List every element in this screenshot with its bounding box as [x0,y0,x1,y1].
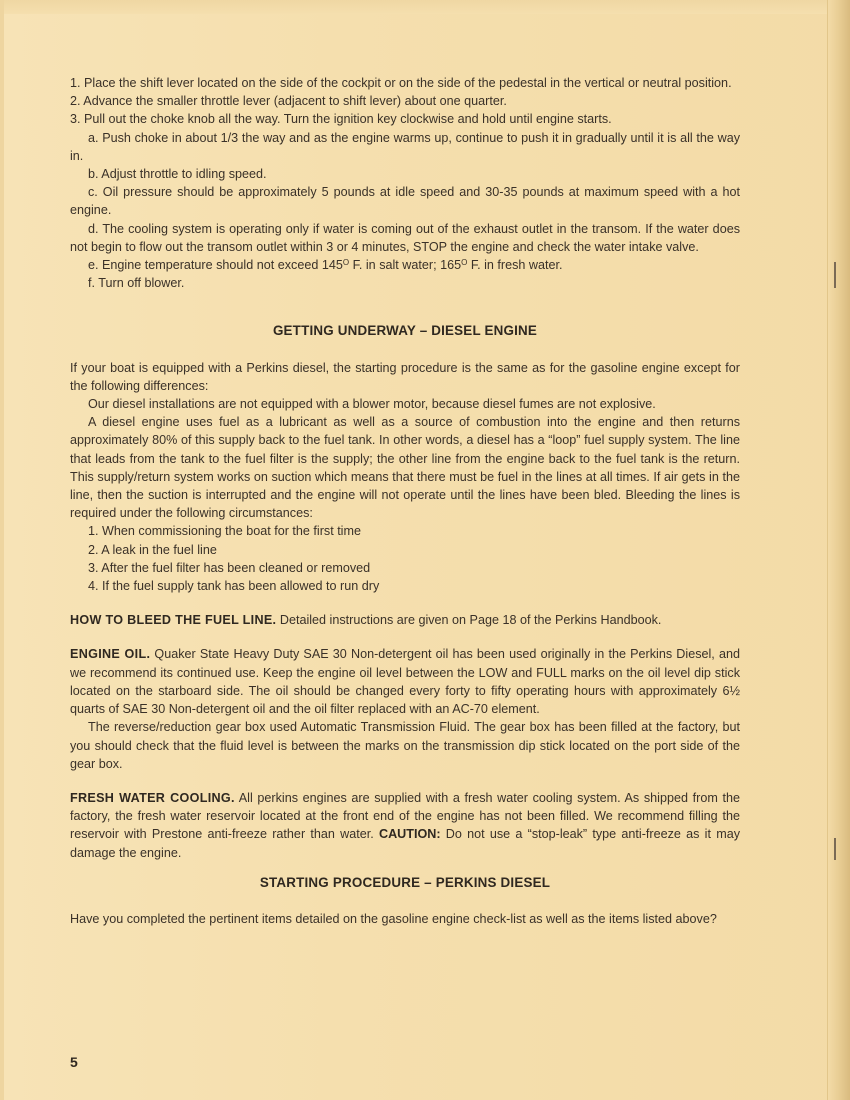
page-right-edge [827,0,850,1100]
list-item: 3. Pull out the choke knob all the way. Turn the ignition key clockwise and hold until engine starts. [70,112,612,127]
paragraph: Have you completed the pertinent items detailed on the gasoline engine check-list as well as the items listed above? [70,911,717,926]
paragraph-engine-oil: ENGINE OIL. Quaker State Heavy Duty SAE 30 Non-detergent oil has been used originally in the Perkins Diesel, and we recommend its continued use. Keep the engine oil level between the LOW and FULL marks on the oil level dip stick located on the starboard side. The oil should be changed every forty to fifty operating hours with approximately 6½ quarts of SAE 30 Non-detergent oil and the oil filter replaced with an AC-70 element. [70,647,740,717]
sub-item: a. Push choke in about 1/3 the way and as the engine warms up, continue to push it in gradually until it is all the way in. [70,130,740,163]
paragraph-bleed: HOW TO BLEED THE FUEL LINE. Detailed instructions are given on Page 18 of the Perkins Handbook. [70,613,662,628]
sub-item-temperature: e. Engine temperature should not exceed $145^O$ F. in salt water; $165^O$ F. in fresh water. [88,258,563,273]
list-item: 3. After the fuel filter has been cleaned or removed [88,560,371,575]
sub-item: d. The cooling system is operating only if water is coming out of the exhaust outlet in the transom. If the water does not begin to flow out the transom outlet within 3 or 4 minutes, STOP the engine and check the water intake valve. [70,221,740,254]
page-left-edge [0,0,4,1100]
document-page [70,74,740,928]
edge-mark [834,262,836,288]
paragraph: Our diesel installations are not equipped with a blower motor, because diesel fumes are not explosive. [88,397,656,412]
list-item: 1. Place the shift lever located on the side of the cockpit or on the side of the pedestal in the vertical or neutral position. [70,76,732,90]
list-item: 2. Advance the smaller throttle lever (adjacent to shift lever) about one quarter. [70,94,507,109]
edge-mark [834,838,836,860]
paragraph-cooling: FRESH WATER COOLING. All perkins engines are supplied with a fresh water cooling system. As shipped from the factory, the fresh water reservoir located at the front end of the engine has not been filled. We recommend filling the reservoir with Prestone anti-freeze rather than water. CAUTION: Do not use a “stop-leak” type anti-freeze as it may damage the engine. [70,790,740,860]
sub-item: b. Adjust throttle to idling speed. [88,167,267,182]
paragraph: The reverse/reduction gear box used Automatic Transmission Fluid. The gear box has been filled at the factory, but you should check that the fluid level is between the marks on the transmission dip stick located on the port side of the gear box. [70,720,740,771]
section-heading-starting: STARTING PROCEDURE – PERKINS DIESEL [259,874,551,890]
sub-item: c. Oil pressure should be approximately 5 pounds at idle speed and 30-35 pounds at maximum speed with a hot engine. [70,185,740,218]
list-item: 1. When commissioning the boat for the first time [88,524,361,539]
section-heading-diesel: GETTING UNDERWAY – DIESEL ENGINE [272,323,538,339]
paragraph: A diesel engine uses fuel as a lubricant as well as a source of combustion into the engine and then returns approximately 80% of this supply back to the fuel tank. In other words, a diesel has a “loop” fuel supply system. The line that leads from the tank to the fuel filter is the supply; the other line from the engine back to the fuel tank is the return. This supply/return system works on suction which means that there must be fuel in the lines at all times. If air gets in the line, then the suction is interrupted and the engine will not operate until the lines have been bled. Bleeding the lines is required under the following circumstances: [70,415,740,521]
page-number: 5 [70,1054,78,1070]
list-item: 2. A leak in the fuel line [88,542,217,557]
sub-item: f. Turn off blower. [88,276,185,291]
list-item: 4. If the fuel supply tank has been allowed to run dry [88,579,380,594]
page-top-edge [0,0,850,14]
paragraph: If your boat is equipped with a Perkins diesel, the starting procedure is the same as for the gasoline engine except for the following differences: [70,360,740,393]
